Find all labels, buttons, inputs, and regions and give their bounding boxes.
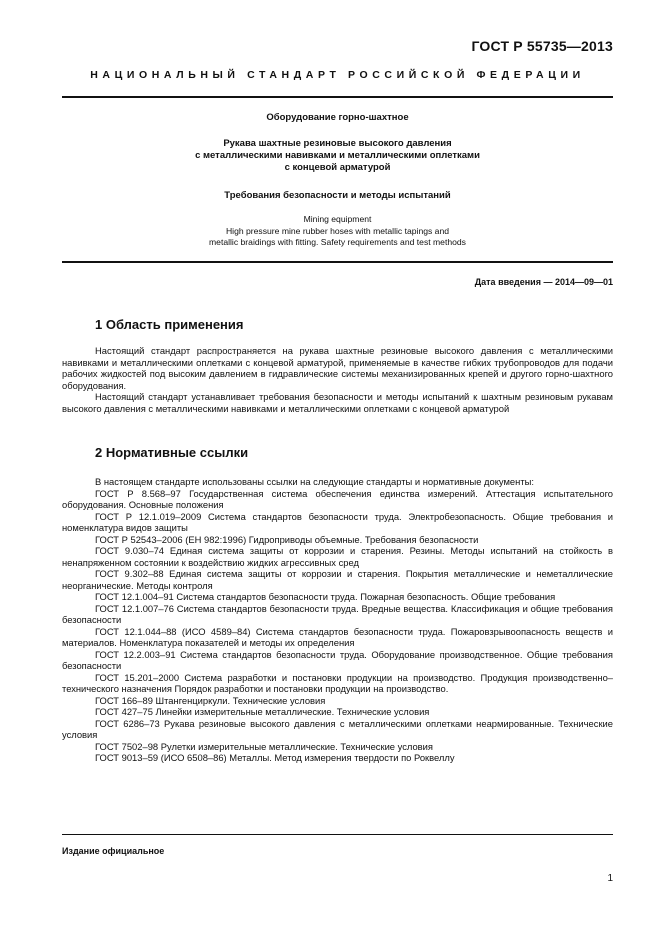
reference-item: ГОСТ 12.1.004–91 Система стандартов безопасности труда. Пожарная безопасность. Общие требования (95, 591, 556, 602)
reference-item: ГОСТ 7502–98 Рулетки измерительные металлические. Технические условия (95, 740, 433, 752)
title-english-line: metallic braidings with fitting. Safety requirements and test methods (209, 237, 466, 247)
section-1-body (62, 345, 613, 414)
title-english-line: Mining equipment (303, 214, 372, 224)
reference-item: ГОСТ 12.1.007–76 Система стандартов безопасности труда. Вредные вещества. Классификация и общие требования безопасности (62, 602, 613, 625)
title-main-line: Рукава шахтные резиновые высокого давления (223, 138, 452, 149)
reference-item: ГОСТ Р 52543–2006 (ЕН 982:1996) Гидроприводы объемные. Требования безопасности (95, 533, 479, 545)
title-bottom-rule (62, 261, 613, 263)
title-main (62, 138, 613, 174)
reference-item: ГОСТ 15.201–2000 Система разработки и постановки продукции на производство. Продукция производственно–технического назначения Порядок разработки и постановки продукции на производство. (62, 671, 613, 694)
paragraph: Настоящий стандарт распространяется на рукава шахтные резиновые высокого давления с металлическими навивками и металлическими оплетками с концевой арматурой, применяемые в качестве гибких трубопроводов для подачи рабочих жидкостей под высоким давлением в гидравлические системы механизированных крепей и другого горно-шахтного оборудования. (62, 345, 613, 391)
section-2-heading: 2 Нормативные ссылки (95, 445, 249, 460)
reference-item: ГОСТ 9013–59 (ИСО 6508–86) Металлы. Метод измерения твердости по Роквеллу (95, 752, 455, 763)
title-english (62, 214, 613, 249)
title-english-line: High pressure mine rubber hoses with metallic tapings and (225, 225, 450, 236)
reference-item: ГОСТ Р 12.1.019–2009 Система стандартов безопасности труда. Электробезопасность. Общие требования и номенклатура видов защиты (62, 510, 613, 533)
section-2-body (62, 476, 613, 764)
introduction-date: Дата введения — 2014—09—01 (474, 277, 613, 287)
reference-item: ГОСТ Р 8.568–97 Государственная система обеспечения единства измерений. Аттестация испытательного оборудования. Основные положения (62, 487, 613, 510)
reference-item: ГОСТ 9.302–88 Единая система защиты от коррозии и старения. Покрытия металлические и неметаллические неорганические. Методы контроля (62, 568, 613, 591)
national-standard-banner: НАЦИОНАЛЬНЫЙ СТАНДАРТ РОССИЙСКОЙ ФЕДЕРАЦИИ (90, 69, 585, 81)
official-edition-label: Издание официальное (62, 846, 165, 856)
section-1-heading: 1 Область применения (95, 317, 244, 332)
title-top-rule (62, 96, 613, 98)
title-main-line: с концевой арматурой (284, 162, 391, 173)
title-subtitle: Требования безопасности и методы испытаний (224, 190, 451, 201)
reference-item: ГОСТ 12.1.044–88 (ИСО 4589–84) Система стандартов безопасности труда. Пожаровзрывоопасность веществ и материалов. Номенклатура показателей и методы их определения (62, 625, 613, 648)
document-code: ГОСТ Р 55735—2013 (471, 38, 613, 54)
reference-item: ГОСТ 9.030–74 Единая система защиты от коррозии и старения. Резины. Методы испытаний на стойкость в ненапряженном состоянии к воздействию жидких агрессивных сред (62, 545, 613, 568)
reference-item: ГОСТ 12.2.003–91 Система стандартов безопасности труда. Оборудование производственное. Общие требования безопасности (62, 648, 613, 671)
page-number: 1 (607, 873, 613, 884)
footer-rule (62, 834, 613, 835)
reference-item: ГОСТ 427–75 Линейки измерительные металлические. Технические условия (95, 706, 430, 717)
reference-item: ГОСТ 6286–73 Рукава резиновые высокого давления с металлическими оплетками неармированные. Технические условия (62, 717, 613, 740)
title-main-line: с металлическими навивками и металлическими оплетками (195, 150, 480, 161)
paragraph: Настоящий стандарт устанавливает требования безопасности и методы испытаний к шахтным резиновым рукавам высокого давления с металлическими навивками и металлическими оплетками с концевой арматурой (62, 391, 613, 414)
reference-item: ГОСТ 166–89 Штангенциркули. Технические условия (95, 694, 326, 706)
title-category: Оборудование горно-шахтное (266, 112, 409, 123)
reference-item: В настоящем стандарте использованы ссылки на следующие стандарты и нормативные документы: (95, 476, 534, 487)
